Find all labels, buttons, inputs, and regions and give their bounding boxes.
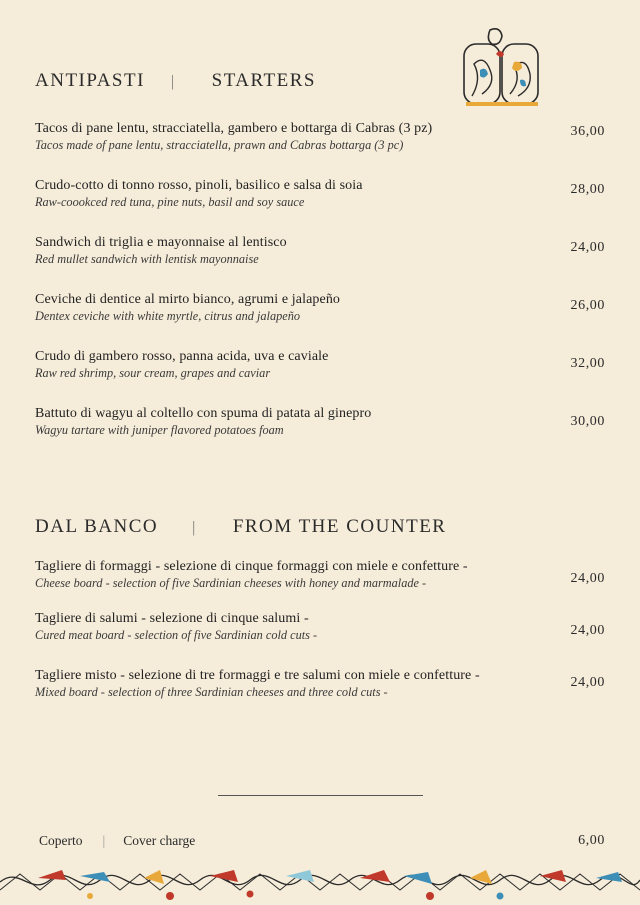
menu-item: [35, 234, 635, 268]
cover-charge-row: [39, 833, 195, 849]
dish-name-it: Tagliere misto - selezione di tre formaggi e tre salumi con miele e confetture -: [35, 668, 480, 683]
cover-label-en: Cover charge: [123, 833, 196, 848]
dish-name-en: Dentex ceviche with white myrtle, citrus and jalapeño: [35, 309, 300, 323]
dish-name-it: Ceviche di dentice al mirto bianco, agrumi e jalapeño: [35, 292, 341, 307]
dish-price: 24,00: [570, 240, 605, 255]
menu-item: [35, 610, 635, 644]
dish-name-en: Raw red shrimp, sour cream, grapes and caviar: [35, 366, 271, 380]
dish-price: 24,00: [570, 623, 605, 638]
dish-name-en: Cheese board - selection of five Sardinian cheeses with honey and marmalade -: [35, 576, 427, 590]
menu-item: [35, 120, 635, 154]
dish-name-en: Cured meat board - selection of five Sardinian cold cuts -: [35, 628, 318, 642]
dish-name-en: Raw-coookced red tuna, pine nuts, basil and soy sauce: [35, 195, 305, 209]
section-heading-banco: [35, 516, 446, 538]
cover-price: 6,00: [578, 833, 605, 848]
section-separator: |: [192, 519, 197, 536]
dish-name-en: Mixed board - selection of three Sardinian cheeses and three cold cuts -: [35, 685, 388, 699]
menu-item: [35, 291, 635, 325]
menu-item: [35, 177, 635, 211]
section-title-it: DAL BANCO: [35, 516, 159, 537]
section-title-en: STARTERS: [211, 70, 316, 91]
dish-name-it: Battuto di wagyu al coltello con spuma di patata al ginepro: [35, 406, 372, 421]
dish-name-en: Tacos made of pane lentu, stracciatella, prawn and Cabras bottarga (3 pc): [35, 138, 404, 152]
dish-name-it: Crudo di gambero rosso, panna acida, uva e caviale: [35, 349, 329, 364]
dish-price: 24,00: [570, 675, 605, 690]
section-title-it: ANTIPASTI: [35, 70, 145, 91]
menu-item: [35, 558, 635, 592]
cover-label-it: Coperto: [39, 833, 83, 848]
section-separator: |: [170, 73, 176, 90]
dish-price: 30,00: [570, 414, 605, 429]
dish-price: 26,00: [570, 298, 605, 313]
dish-price: 24,00: [570, 571, 605, 586]
menu-item: [35, 667, 635, 701]
dish-price: 36,00: [570, 124, 605, 139]
dish-name-en: Red mullet sandwich with lentisk mayonnaise: [35, 252, 259, 266]
dish-name-it: Sandwich di triglia e mayonnaise al lentisco: [35, 235, 287, 250]
stylized-figures-logo-icon: [460, 24, 542, 108]
menu-item: [35, 348, 635, 382]
decorative-garland-border-icon: [0, 860, 640, 905]
menu-item: [35, 405, 635, 439]
dish-name-it: Crudo-cotto di tonno rosso, pinoli, basilico e salsa di soia: [35, 178, 363, 193]
dish-name-it: Tacos di pane lentu, stracciatella, gambero e bottarga di Cabras (3 pz): [35, 121, 433, 136]
section-title-en: FROM THE COUNTER: [232, 516, 447, 537]
cover-separator: |: [102, 833, 106, 848]
divider-line: [218, 795, 423, 796]
dish-price: 32,00: [570, 356, 605, 371]
section-heading-antipasti: [35, 70, 316, 92]
dish-name-it: Tagliere di formaggi - selezione di cinque formaggi con miele e confetture -: [35, 559, 468, 574]
dish-name-it: Tagliere di salumi - selezione di cinque salumi -: [35, 611, 309, 626]
dish-price: 28,00: [570, 182, 605, 197]
dish-name-en: Wagyu tartare with juniper flavored potatoes foam: [35, 423, 284, 437]
